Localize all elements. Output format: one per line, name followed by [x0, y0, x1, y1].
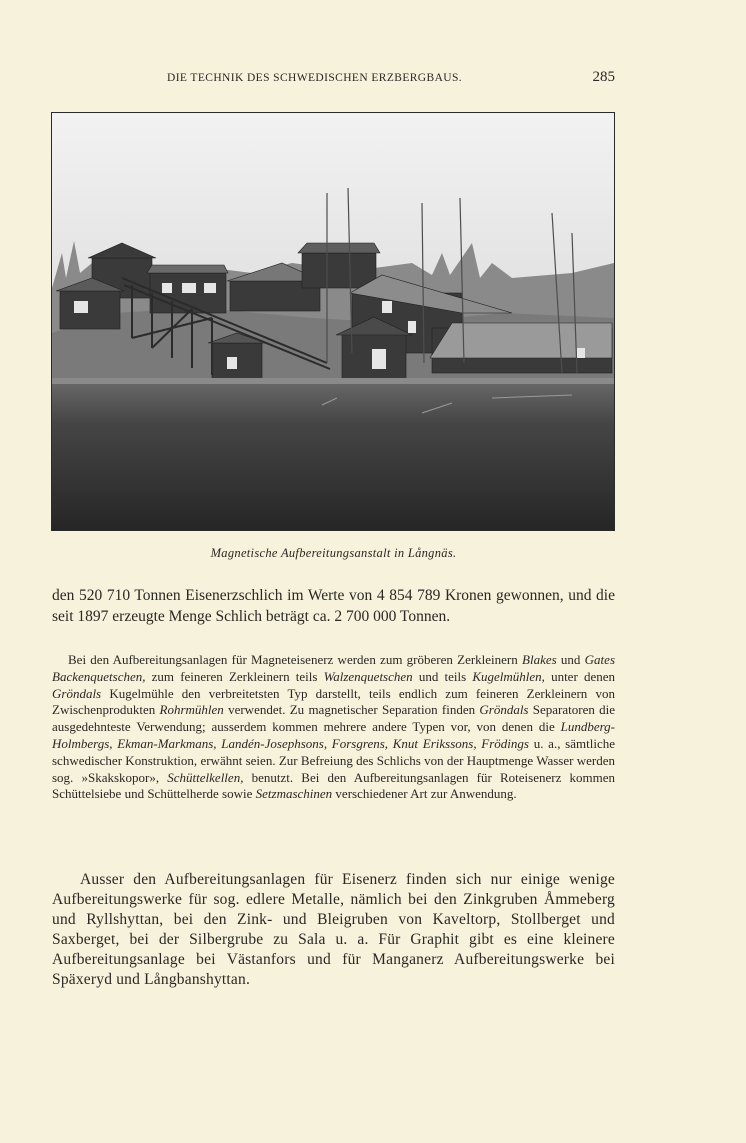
italic-term: Setzmaschinen: [255, 786, 333, 802]
italic-term: Schüttelkellen,: [167, 769, 244, 785]
italic-term: Blakes: [522, 652, 557, 667]
text-run: u. a., sämtliche schwedischer Konstruktion, erwähnt seien. Zur Befreiung des Schlichs von der Hauptmenge Wasser werden sog. »Skakskopor»,: [52, 735, 615, 785]
page-number: 285: [592, 69, 615, 85]
paragraph-1: den 520 710 Tonnen Eisenerzschlich im Werte von 4 854 789 Kronen gewonnen, und die seit 1897 erzeugte Menge Schlich beträgt ca. 2 700 000 Tonnen.: [52, 587, 615, 625]
text-run: benutzt. Bei den Aufbereitungsanlagen für Roteisenerz kommen Schüttelsiebe und Schüttelherde sowie: [52, 769, 615, 802]
text-run: Separatoren die ausgedehnteste Verwendung; ausserdem kommen mehrere andere Typen vor, von denen die: [52, 702, 616, 735]
figure-caption: Magnetische Aufbereitungsanstalt in Långnäs.: [210, 546, 457, 560]
italic-term: Gröndals: [479, 702, 529, 718]
italic-term: Lundberg-Holmbergs, Ekman-Markmans, Landén-Josephsons, Forsgrens, Knut Erikssons, Frödings: [52, 719, 615, 751]
paragraph-3: Ausser den Aufbereitungsanlagen für Eisenerz finden sich nur einige wenige Aufbereitungswerke für sog. edlere Metalle, nämlich bei den Zinkgruben Åmmeberg und Ryllshyttan, bei den Zink- und Bleigruben von Kaveltorp, Stollberget und Saxberget, bei der Silbergrube zu Sala u. a. Für Graphit gibt es eine kleinere Aufbereitungsanlage bei Västanfors und für Manganerz Aufbereitungswerke bei Späxeryd und Långbanshyttan.: [52, 871, 615, 988]
text-run: zum feineren Zerkleinern teils: [145, 668, 324, 684]
figure-photograph: [51, 112, 615, 531]
text-run: verwendet. Zu magnetischer Separation finden: [223, 702, 480, 718]
text-run: unter denen: [544, 668, 615, 684]
text-run: Kugelmühle den verbreitetsten Typ darstellt, teils endlich zum feineren Zerkleinern von Zwischenprodukten: [52, 685, 615, 718]
ore-processing-plant-photo: [52, 113, 614, 530]
paragraph-2: [52, 652, 615, 803]
italic-term: Gates Backenquetschen,: [52, 652, 616, 684]
running-title: DIE TECHNIK DES SCHWEDISCHEN ERZBERGBAUS.: [167, 72, 463, 84]
text-run: und teils: [412, 668, 473, 684]
italic-term: Kugelmühlen,: [472, 668, 545, 684]
text-run: verschiedener Art zur Anwendung.: [332, 786, 517, 802]
italic-term: Gröndals: [52, 685, 102, 701]
italic-term: Walzenquetschen: [323, 668, 413, 684]
text-run: und: [556, 652, 585, 667]
italic-term: Rohrmühlen: [159, 702, 224, 718]
text-run: Bei den Aufbereitungsanlagen für Magneteisenerz werden zum gröberen Zerkleinern: [68, 652, 523, 667]
